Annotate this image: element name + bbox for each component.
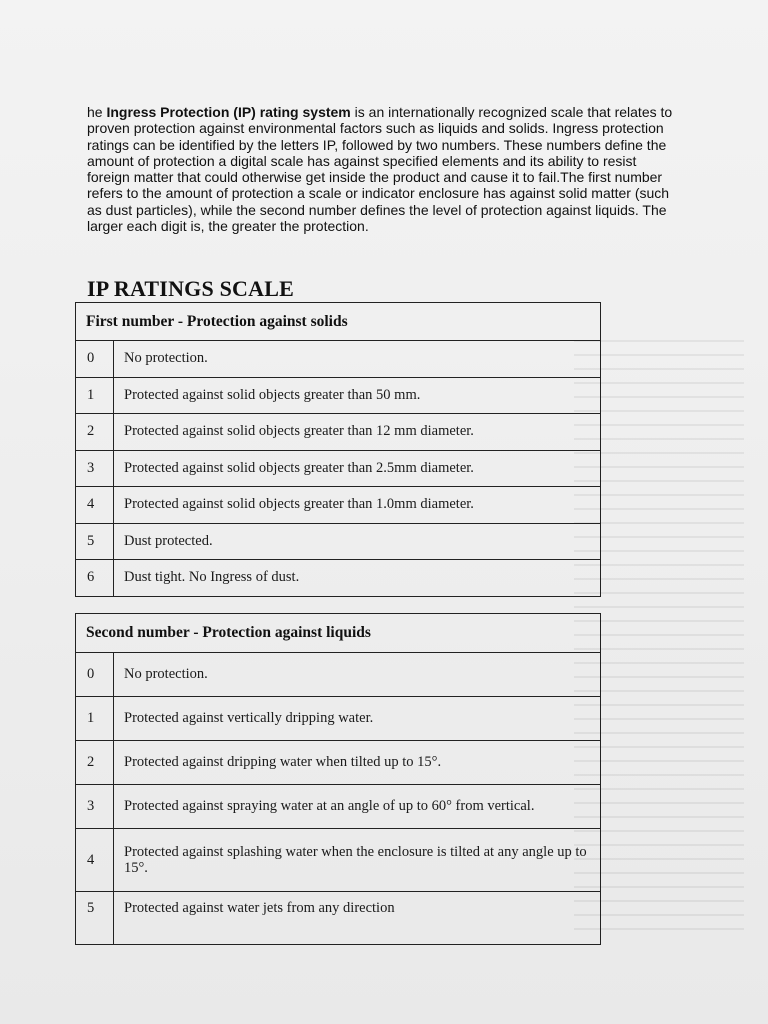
table-row bbox=[76, 341, 601, 378]
table-row bbox=[76, 697, 601, 741]
rating-description: No protection. bbox=[114, 653, 601, 697]
table-row bbox=[76, 892, 601, 945]
rating-description: Dust tight. No Ingress of dust. bbox=[114, 560, 601, 597]
rating-description: Protected against splashing water when the enclosure is tilted at any angle up to 15°. bbox=[114, 829, 601, 892]
rating-number: 4 bbox=[76, 487, 114, 524]
rating-description: Dust protected. bbox=[114, 523, 601, 560]
intro-bold-term: Ingress Protection (IP) rating system bbox=[106, 104, 351, 120]
liquids-table bbox=[75, 613, 601, 945]
rating-description: Protected against solid objects greater than 2.5mm diameter. bbox=[114, 450, 601, 487]
page-title: IP RATINGS SCALE bbox=[87, 276, 294, 301]
table-row bbox=[76, 829, 601, 892]
table-header-row bbox=[76, 614, 601, 653]
liquids-table-title: Second number - Protection against liquids bbox=[76, 614, 601, 653]
rating-number: 2 bbox=[76, 414, 114, 451]
rating-number: 4 bbox=[76, 829, 114, 892]
intro-body: is an internationally recognized scale that relates to proven protection against environmental factors such as liquids and solids. Ingress protection ratings can be identified by the letters IP, followed by two numbers. These numbers define the amount of protection a digital scale has against specified elements and its ability to resist foreign matter that could otherwise get inside the product and cause it to fail.The first number refers to the amount of protection a scale or indicator enclosure has against solid matter (such as dust particles), while the second number defines the level of protection against liquids. The larger each digit is, the greater the protection. bbox=[87, 104, 673, 235]
rating-number: 0 bbox=[76, 653, 114, 697]
rating-description: Protected against vertically dripping water. bbox=[114, 697, 601, 741]
table-row bbox=[76, 741, 601, 785]
rating-number: 3 bbox=[76, 785, 114, 829]
rating-number: 1 bbox=[76, 697, 114, 741]
rating-description: Protected against solid objects greater than 50 mm. bbox=[114, 377, 601, 414]
rating-description: Protected against solid objects greater than 1.0mm diameter. bbox=[114, 487, 601, 524]
table-header-row bbox=[76, 303, 601, 341]
table-row bbox=[76, 487, 601, 524]
rating-number: 5 bbox=[76, 892, 114, 945]
rating-description: Protected against water jets from any direction bbox=[114, 892, 601, 945]
intro-paragraph bbox=[87, 104, 677, 234]
rating-description: No protection. bbox=[114, 341, 601, 378]
rating-number: 1 bbox=[76, 377, 114, 414]
rating-description: Protected against solid objects greater than 12 mm diameter. bbox=[114, 414, 601, 451]
table-row bbox=[76, 377, 601, 414]
rating-description: Protected against dripping water when tilted up to 15°. bbox=[114, 741, 601, 785]
solids-table-title: First number - Protection against solids bbox=[76, 303, 601, 341]
table-row bbox=[76, 653, 601, 697]
table-row bbox=[76, 523, 601, 560]
solids-table bbox=[75, 302, 601, 597]
rating-number: 0 bbox=[76, 341, 114, 378]
intro-lead: he bbox=[87, 104, 107, 120]
table-row bbox=[76, 785, 601, 829]
rating-number: 2 bbox=[76, 741, 114, 785]
table-row bbox=[76, 450, 601, 487]
rating-number: 6 bbox=[76, 560, 114, 597]
rating-number: 3 bbox=[76, 450, 114, 487]
rating-description: Protected against spraying water at an angle of up to 60° from vertical. bbox=[114, 785, 601, 829]
table-row bbox=[76, 560, 601, 597]
rating-number: 5 bbox=[76, 523, 114, 560]
table-row bbox=[76, 414, 601, 451]
